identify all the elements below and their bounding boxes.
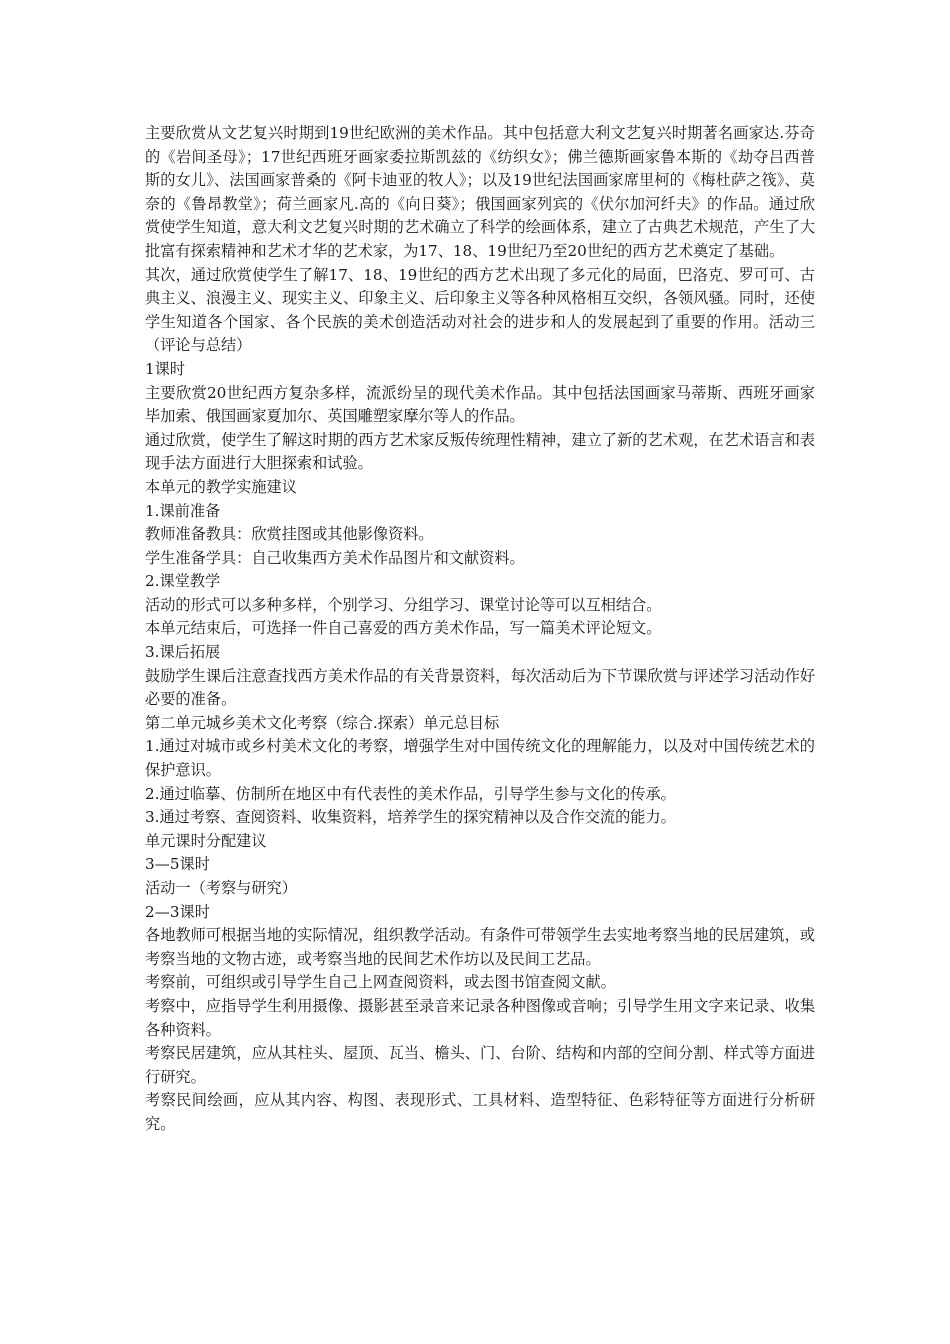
goal-item-3: 3.通过考察、查阅资料、收集资料，培养学生的探究精神以及合作交流的能力。 <box>145 808 676 827</box>
heading-activity-one: 活动一（考察与研究） <box>145 879 297 897</box>
paragraph-one-lesson: 1课时 <box>145 359 186 378</box>
paragraph-modern-summary: 通过欣赏，使学生了解这时期的西方艺术家反叛传统理性精神，建立了新的艺术观，在艺术语言和表现手法方面进行大胆探索和试验。 <box>145 430 815 473</box>
paragraph-lesson-count: 3—5课时 <box>145 855 210 874</box>
paragraph-modern-works: 主要欣赏20世纪西方复杂多样，流派纷呈的现代美术作品。其中包括法国画家马蒂斯、西班牙画家毕加索、俄国画家夏加尔、英国雕塑家摩尔等人的作品。 <box>145 383 815 426</box>
paragraph-local-activities: 各地教师可根据当地的实际情况，组织教学活动。有条件可带领学生去实地考察当地的民居建筑，或考察当地的文物古迹，或考察当地的民间艺术作坊以及民间工艺品。 <box>145 926 815 968</box>
document-body <box>145 122 815 1137</box>
paragraph-residential-survey: 考察民居建筑，应从其柱头、屋顶、瓦当、檐头、门、台阶、结构和内部的空间分割、样式等方面进行研究。 <box>145 1044 815 1086</box>
paragraph-encourage: 鼓励学生课后注意查找西方美术作品的有关背景资料，每次活动后为下节课欣赏与评述学习活动作好必要的准备。 <box>145 666 815 709</box>
heading-teaching-suggestions: 本单元的教学实施建议 <box>145 477 297 496</box>
heading-lesson-allocation: 单元课时分配建议 <box>145 831 267 850</box>
paragraph-diverse-styles: 其次，通过欣赏使学生了解17、18、19世纪的西方艺术出现了多元化的局面，巴洛克、罗可可、古典主义、浪漫主义、现实主义、印象主义、后印象主义等各种风格相互交织，各领风骚。同时，还使学生知道各个国家、各个民族的美术创造活动对社会的进步和人的发展起到了重要的作用。活动三（评论与总结） <box>145 265 815 355</box>
paragraph-folk-painting-survey: 考察民间绘画，应从其内容、构图、表现形式、工具材料、造型特征、色彩特征等方面进行分析研究。 <box>145 1091 815 1133</box>
paragraph-renaissance-works: 主要欣赏从文艺复兴时期到19世纪欧洲的美术作品。其中包括意大利文艺复兴时期著名画家达.芬奇的《岩间圣母》；17世纪西班牙画家委拉斯凯兹的《纺织女》；佛兰德斯画家鲁本斯的《劫夺吕西普斯的女儿》、法国画家普桑的《阿卡迪亚的牧人》；以及19世纪法国画家席里柯的《梅杜萨之筏》、莫奈的《鲁昂教堂》；荷兰画家凡.高的《向日葵》；俄国画家列宾的《伏尔加河纤夫》的作品。通过欣赏使学生知道，意大利文艺复兴时期的艺术确立了科学的绘画体系，建立了古典艺术规范，产生了大批富有探索精神和艺术才华的艺术家，为17、18、19世纪乃至20世纪的西方艺术奠定了基础。 <box>145 124 815 260</box>
goal-item-2: 2.通过临摹、仿制所在地区中有代表性的美术作品，引导学生参与文化的传承。 <box>145 784 676 803</box>
heading-classroom: 2.课堂教学 <box>145 572 221 591</box>
paragraph-activity-one-lessons: 2—3课时 <box>145 902 210 921</box>
paragraph-unit-end: 本单元结束后，可选择一件自己喜爱的西方美术作品，写一篇美术评论短文。 <box>145 619 662 638</box>
heading-unit-two: 第二单元城乡美术文化考察（综合.探索）单元总目标 <box>145 713 500 732</box>
heading-after-class: 3.课后拓展 <box>145 643 221 662</box>
paragraph-during-survey: 考察中，应指导学生利用摄像、摄影甚至录音来记录各种图像或音响；引导学生用文字来记录、收集各种资料。 <box>145 996 815 1039</box>
paragraph-teacher-prep: 教师准备教具：欣赏挂图或其他影像资料。 <box>145 525 434 544</box>
goal-item-1: 1.通过对城市或乡村美术文化的考察，增强学生对中国传统文化的理解能力，以及对中国传统艺术的保护意识。 <box>145 737 815 780</box>
heading-pre-class: 1.课前准备 <box>145 501 221 520</box>
paragraph-before-survey: 考察前，可组织或引导学生自己上网查阅资料，或去图书馆查阅文献。 <box>145 973 616 992</box>
paragraph-student-prep: 学生准备学具：自己收集西方美术作品图片和文献资料。 <box>145 548 525 567</box>
paragraph-activity-forms: 活动的形式可以多种多样，个别学习、分组学习、课堂讨论等可以互相结合。 <box>145 595 662 614</box>
